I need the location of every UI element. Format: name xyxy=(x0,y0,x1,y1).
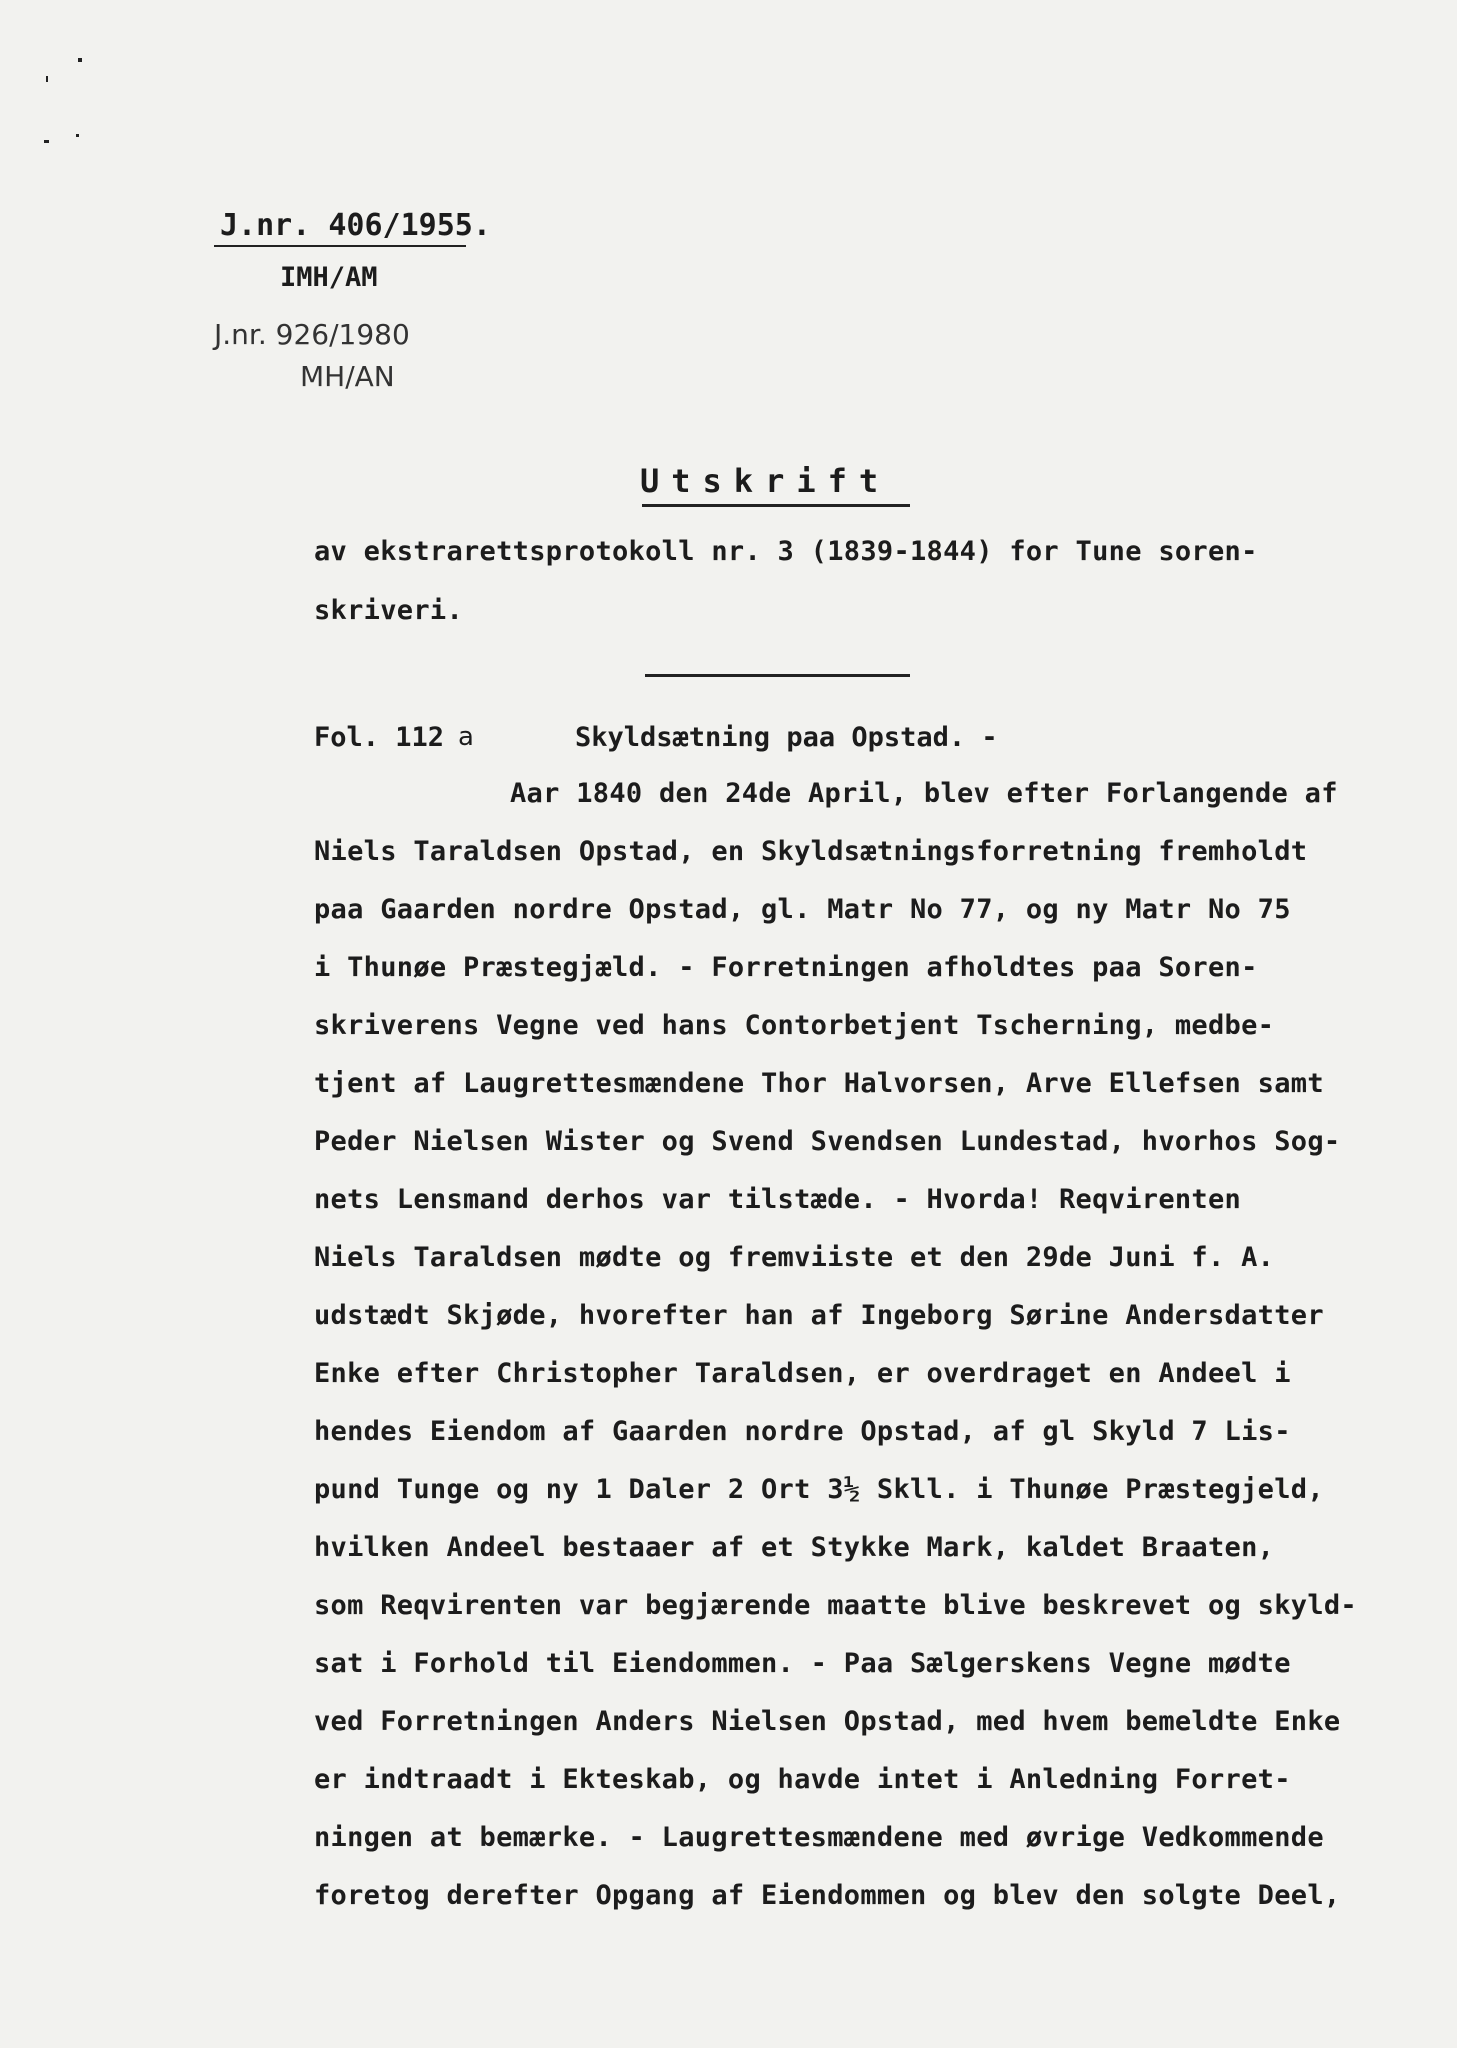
body-line: tjent af Laugrettesmændene Thor Halvorsen, Arve Ellefsen samt xyxy=(314,1068,1324,1099)
body-line: hvilken Andeel bestaaer af et Stykke Mark, kaldet Braaten, xyxy=(314,1532,1275,1563)
title-underline xyxy=(642,504,910,507)
folio-suffix: a xyxy=(458,722,474,752)
body-line: Enke efter Christopher Taraldsen, er overdraget en Andeel i xyxy=(314,1358,1291,1389)
journal-ref-new: J.nr. 926/1980 xyxy=(214,318,410,351)
ref-underline xyxy=(214,245,466,247)
body-line: Aar 1840 den 24de April, blev efter Forlangende af xyxy=(510,778,1338,809)
body-line: ningen at bemærke. - Laugrettesmændene med øvrige Vedkommende xyxy=(314,1822,1324,1853)
scan-mark xyxy=(78,58,82,62)
body-line: Niels Taraldsen mødte og fremviiste et den 29de Juni f. A. xyxy=(314,1242,1275,1273)
scan-mark xyxy=(46,76,48,82)
folio-reference: Fol. 112 xyxy=(314,722,445,753)
initials-new: MH/AN xyxy=(300,360,395,393)
body-line: skriverens Vegne ved hans Contorbetjent Tscherning, medbe- xyxy=(314,1010,1275,1041)
body-line: nets Lensmand derhos var tilstæde. - Hvorda! Reqvirenten xyxy=(314,1184,1242,1215)
body-line: Niels Taraldsen Opstad, en Skyldsætningsforretning fremholdt xyxy=(314,836,1308,867)
initials-old: IMH/AM xyxy=(280,262,378,293)
section-divider xyxy=(645,674,910,677)
body-line: udstædt Skjøde, hvorefter han af Ingeborg Sørine Andersdatter xyxy=(314,1300,1324,1331)
body-line: Peder Nielsen Wister og Svend Svendsen Lundestad, hvorhos Sog- xyxy=(314,1126,1341,1157)
scan-mark xyxy=(76,134,79,137)
subtitle-line: skriveri. xyxy=(314,595,463,626)
body-line: foretog derefter Opgang af Eiendommen og blev den solgte Deel, xyxy=(314,1880,1341,1911)
subtitle-line: av ekstrarettsprotokoll nr. 3 (1839-1844) for Tune soren- xyxy=(314,536,1258,567)
entry-heading: Skyldsætning paa Opstad. - xyxy=(575,722,998,753)
body-line: ved Forretningen Anders Nielsen Opstad, med hvem bemeldte Enke xyxy=(314,1706,1341,1737)
body-line: pund Tunge og ny 1 Daler 2 Ort 3½ Skll. i Thunøe Præstegjeld, xyxy=(314,1474,1324,1505)
journal-ref-old: J.nr. 406/1955. xyxy=(220,208,491,243)
body-line: i Thunøe Præstegjæld. - Forretningen afholdtes paa Soren- xyxy=(314,952,1258,983)
body-line: er indtraadt i Ekteskab, og havde intet i Anledning Forret- xyxy=(314,1764,1291,1795)
body-line: som Reqvirenten var begjærende maatte blive beskrevet og skyld- xyxy=(314,1590,1357,1621)
scan-mark xyxy=(44,140,49,143)
body-line: hendes Eiendom af Gaarden nordre Opstad, af gl Skyld 7 Lis- xyxy=(314,1416,1291,1447)
body-line: sat i Forhold til Eiendommen. - Paa Sælgerskens Vegne mødte xyxy=(314,1648,1291,1679)
body-line: paa Gaarden nordre Opstad, gl. Matr No 77, og ny Matr No 75 xyxy=(314,894,1291,925)
document-title: Utskrift xyxy=(640,462,891,500)
